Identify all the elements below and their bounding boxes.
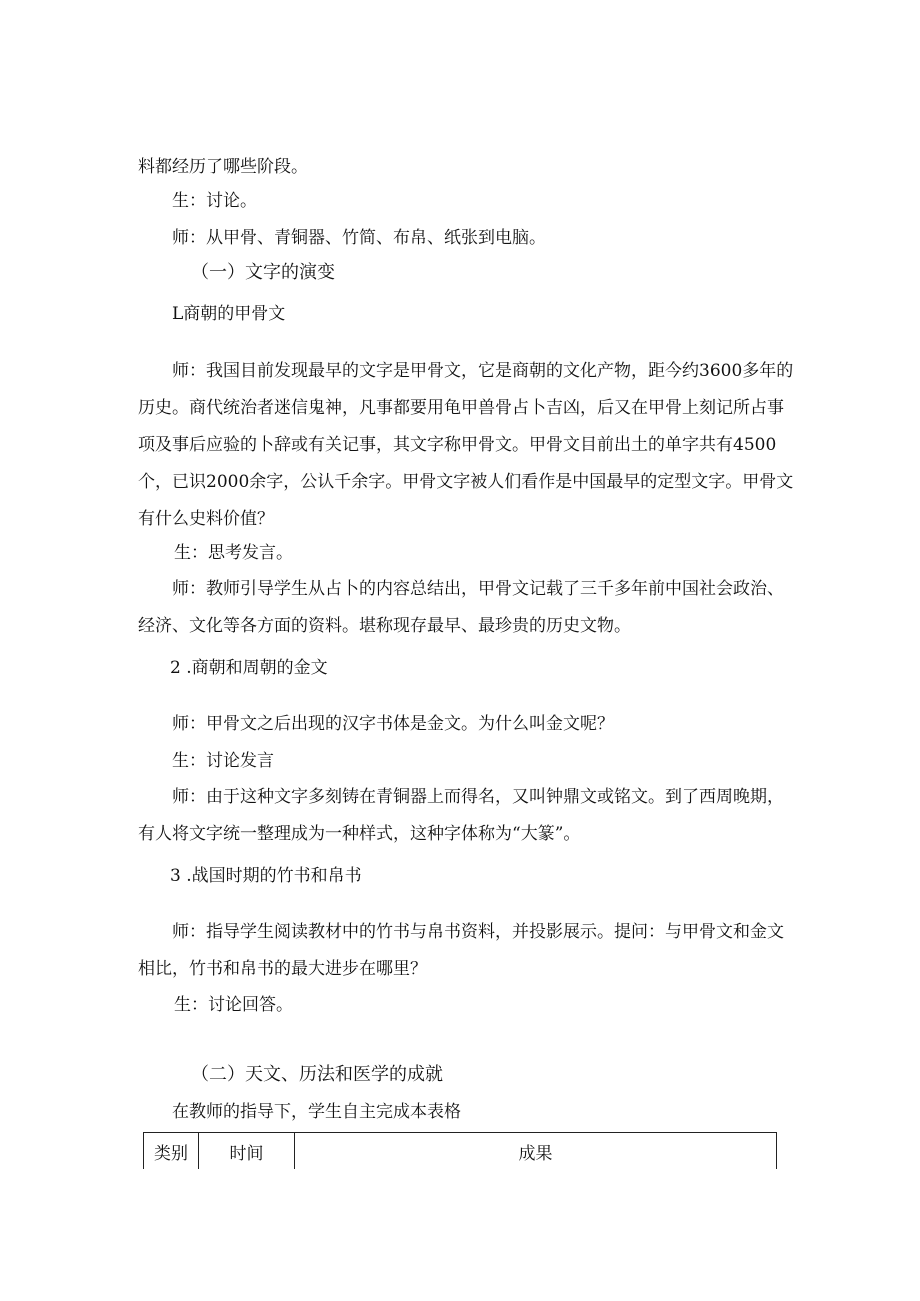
- paragraph-line: 历史。商代统治者迷信鬼神，凡事都要用龟甲兽骨占卜吉凶，后又在甲骨上刻记所占事: [138, 398, 784, 418]
- achievements-table: [143, 1132, 777, 1169]
- section-heading-writing-evolution: （一）文字的演变: [191, 262, 335, 283]
- paragraph-line: 师：由于这种文字多刻铸在青铜器上而得名，又叫钟鼎文或铭文。到了西周晚期，: [172, 787, 784, 807]
- header-category: 类别: [144, 1133, 199, 1170]
- paragraph-line: 个，已识2000余字，公认千余字。甲骨文字被人们看作是中国最早的定型文字。甲骨文: [138, 472, 794, 492]
- header-achievement: 成果: [295, 1133, 777, 1170]
- paragraph-line: 项及事后应验的卜辞或有关记事，其文字称甲骨文。甲骨文目前出土的单字共有4500: [138, 435, 777, 455]
- subheading-bamboo-silk: 3 .战国时期的竹书和帛书: [170, 866, 362, 886]
- continued-paragraph-line: 料都经历了哪些阶段。: [138, 157, 308, 177]
- header-time: 时间: [199, 1133, 295, 1170]
- paragraph-line: 经济、文化等各方面的资料。堪称现存最早、最珍贵的历史文物。: [138, 616, 631, 636]
- paragraph-line: 有什么史料价值？: [138, 509, 274, 529]
- student-think-line: 生：思考发言。: [174, 543, 293, 563]
- oracle-bone-summary-paragraph: [138, 571, 784, 645]
- bronze-teacher-question: 师：甲骨文之后出现的汉字书体是金文。为什么叫金文呢？: [172, 714, 614, 734]
- paragraph-line: 师：我国目前发现最早的文字是甲骨文，它是商朝的文化产物，距今约3600多年的: [172, 361, 794, 381]
- bamboo-teacher-paragraph: [138, 914, 784, 988]
- teacher-response-line: 师：从甲骨、青铜器、竹简、布帛、纸张到电脑。: [172, 228, 546, 248]
- table-header-row: [144, 1133, 777, 1170]
- table-instruction: 在教师的指导下，学生自主完成本表格: [172, 1102, 461, 1122]
- bamboo-student-line: 生：讨论回答。: [174, 995, 293, 1015]
- subheading-oracle-bone: L商朝的甲骨文: [172, 304, 286, 324]
- paragraph-line: 有人将文字统一整理成为一种样式，这种字体称为“大篆”。: [138, 824, 581, 844]
- student-response-line: 生：讨论。: [172, 191, 257, 211]
- paragraph-line: 相比，竹书和帛书的最大进步在哪里？: [138, 959, 427, 979]
- paragraph-line: 师：指导学生阅读教材中的竹书与帛书资料，并投影展示。提问：与甲骨文和金文: [172, 922, 784, 942]
- oracle-bone-teacher-paragraph: [138, 353, 793, 538]
- bronze-teacher-paragraph: [138, 779, 784, 853]
- subheading-bronze-inscriptions: 2 .商朝和周朝的金文: [170, 658, 328, 678]
- paragraph-line: 师：教师引导学生从占卜的内容总结出，甲骨文记载了三千多年前中国社会政治、: [172, 579, 784, 599]
- section-heading-astronomy-medicine: （二）天文、历法和医学的成就: [191, 1064, 443, 1085]
- bronze-student-line: 生：讨论发言: [172, 751, 274, 771]
